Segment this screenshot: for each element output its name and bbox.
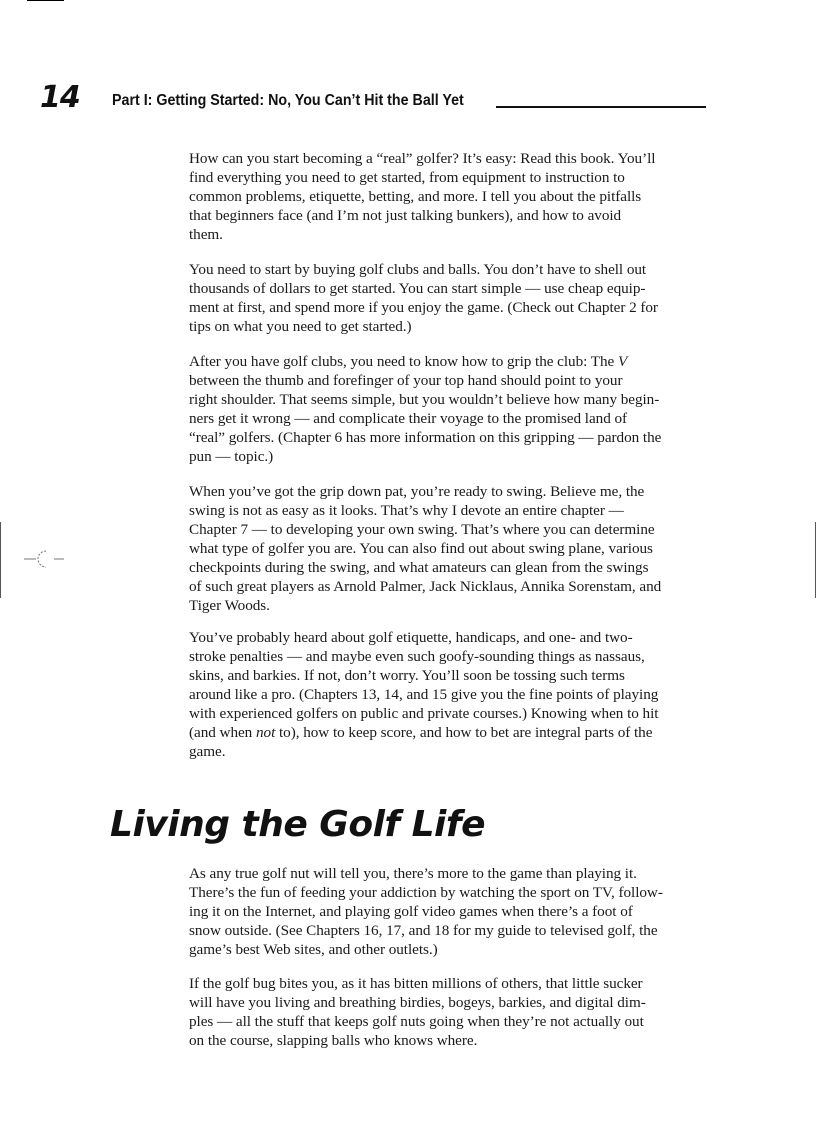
- text-line: snow outside. (See Chapters 16, 17, and 18 for my guide to televised golf, the: [189, 922, 658, 939]
- text-line: them.: [189, 226, 223, 243]
- text-line: what type of golfer you are. You can also find out about swing plane, various: [189, 540, 653, 557]
- paragraph-etiquette: [189, 628, 709, 761]
- paragraph-equipment: [189, 260, 709, 336]
- text-line: [189, 723, 709, 742]
- text-line: on the course, slapping balls who knows where.: [189, 1032, 478, 1049]
- text-line: You need to start by buying golf clubs and balls. You don’t have to shell out: [189, 261, 647, 278]
- text-span: (and when: [189, 724, 256, 741]
- emphasis-not: not: [255, 724, 276, 741]
- paragraph-grip: [189, 352, 709, 466]
- text-line: find everything you need to get started, from equipment to instruction to: [189, 169, 625, 186]
- crop-mark-top: [27, 0, 64, 1]
- text-line: that beginners face (and I’m not just talking bunkers), and how to avoid: [189, 207, 622, 224]
- emphasis-v: V: [617, 353, 628, 370]
- text-line: game’s best Web sites, and other outlets.): [189, 941, 438, 958]
- running-header: [40, 82, 708, 116]
- text-line: “real” golfers. (Chapter 6 has more information on this gripping — pardon the: [189, 429, 662, 446]
- paragraph-golf-bug: [189, 974, 709, 1050]
- text-line: stroke penalties — and maybe even such goofy-sounding things as nassaus,: [189, 648, 645, 665]
- text-span: to), how to keep score, and how to bet are integral parts of the: [275, 724, 653, 741]
- text-line: pun — topic.): [189, 448, 274, 465]
- text-line: If the golf bug bites you, as it has bitten millions of others, that little sucker: [189, 975, 643, 992]
- text-line: of such great players as Arnold Palmer, Jack Nicklaus, Annika Sorenstam, and: [189, 578, 662, 595]
- text-line: How can you start becoming a “real” golfer? It’s easy: Read this book. You’ll: [189, 150, 656, 167]
- paragraph-golf-nut: [189, 864, 709, 959]
- text-line: common problems, etiquette, betting, and more. I tell you about the pitfalls: [189, 188, 642, 205]
- text-line: As any true golf nut will tell you, there’s more to the game than playing it.: [189, 865, 637, 882]
- text-line: You’ve probably heard about golf etiquette, handicaps, and one- and two-: [189, 629, 633, 646]
- text-line: thousands of dollars to get started. You can start simple — use cheap equip-: [189, 280, 646, 297]
- text-line: game.: [189, 743, 226, 760]
- text-line: right shoulder. That seems simple, but you wouldn’t believe how many begin-: [189, 391, 660, 408]
- text-line: [189, 352, 709, 371]
- text-line: between the thumb and forefinger of your top hand should point to your: [189, 372, 623, 389]
- paragraph-swing: [189, 482, 709, 615]
- text-line: around like a pro. (Chapters 13, 14, and 15 give you the fine points of playing: [189, 686, 659, 703]
- text-line: checkpoints during the swing, and what amateurs can glean from the swings: [189, 559, 649, 576]
- text-line: When you’ve got the grip down pat, you’re ready to swing. Believe me, the: [189, 483, 645, 500]
- text-line: tips on what you need to get started.): [189, 318, 412, 335]
- running-head-title: Part I: Getting Started: No, You Can’t Hit the Ball Yet: [112, 92, 464, 109]
- text-line: ners get it wrong — and complicate their voyage to the promised land of: [189, 410, 628, 427]
- text-line: Tiger Woods.: [189, 597, 270, 614]
- text-line: ing it on the Internet, and playing golf video games when there’s a foot of: [189, 903, 633, 920]
- text-line: swing is not as easy as it looks. That’s why I devote an entire chapter —: [189, 502, 624, 519]
- section-heading: Living the Golf Life: [110, 804, 485, 845]
- text-line: with experienced golfers on public and private courses.) Knowing when to hit: [189, 705, 659, 722]
- text-line: ment at first, and spend more if you enjoy the game. (Check out Chapter 2 for: [189, 299, 658, 316]
- text-line: ples — all the stuff that keeps golf nuts going when they’re not actually out: [189, 1013, 644, 1030]
- crop-mark-left: [0, 522, 1, 598]
- text-line: will have you living and breathing birdies, bogeys, barkies, and digital dim-: [189, 994, 646, 1011]
- text-line: There’s the fun of feeding your addiction by watching the sport on TV, follow-: [189, 884, 663, 901]
- page-number: 14: [40, 80, 80, 115]
- paragraph-intro: [189, 149, 709, 244]
- text-line: Chapter 7 — to developing your own swing. That’s where you can determine: [189, 521, 655, 538]
- header-rule: [496, 106, 706, 108]
- text-line: skins, and barkies. If not, don’t worry. You’ll soon be tossing such terms: [189, 667, 625, 684]
- registration-mark-icon: [24, 548, 66, 570]
- text-span: After you have golf clubs, you need to know how to grip the club: The: [189, 353, 618, 370]
